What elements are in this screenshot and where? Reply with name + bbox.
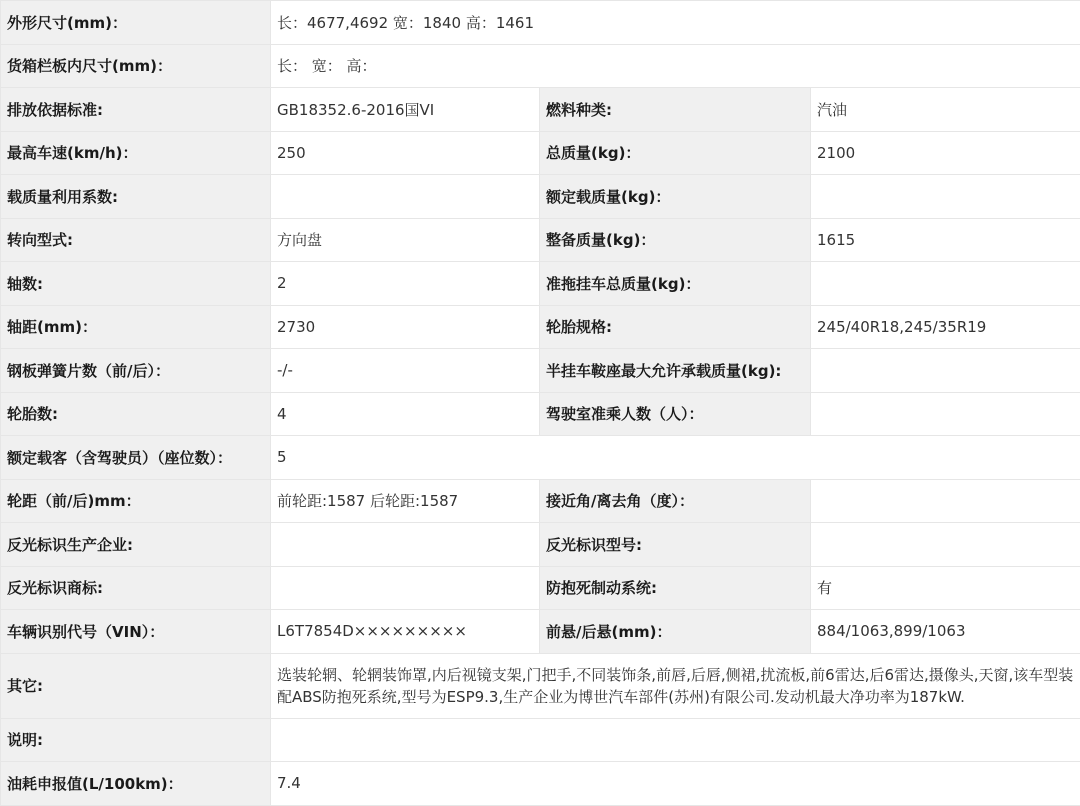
spec-value: 7.4	[271, 762, 1080, 806]
spec-value	[811, 392, 1080, 436]
spec-label: 载质量利用系数:	[1, 175, 271, 219]
spec-value	[811, 523, 1080, 567]
spec-value: 245/40R18,245/35R19	[811, 305, 1080, 349]
table-row	[1, 305, 1080, 349]
spec-label: 燃料种类:	[540, 88, 811, 132]
table-row	[1, 762, 1080, 806]
spec-label: 总质量(kg)：	[540, 131, 811, 175]
spec-value: 884/1063,899/1063	[811, 610, 1080, 654]
table-row	[1, 44, 1080, 88]
spec-label: 半挂车鞍座最大允许承载质量(kg):	[540, 349, 811, 393]
spec-label: 轮胎规格:	[540, 305, 811, 349]
spec-label: 外形尺寸(mm)：	[1, 1, 271, 45]
table-row	[1, 479, 1080, 523]
spec-label: 轮胎数:	[1, 392, 271, 436]
spec-value: 长： 宽： 高：	[271, 44, 1080, 88]
spec-value: 250	[271, 131, 540, 175]
table-row	[1, 349, 1080, 393]
spec-label: 反光标识型号:	[540, 523, 811, 567]
spec-value	[271, 175, 540, 219]
table-row	[1, 88, 1080, 132]
spec-label: 轴数:	[1, 262, 271, 306]
spec-value	[811, 479, 1080, 523]
spec-value: 方向盘	[271, 218, 540, 262]
spec-label: 前悬/后悬(mm)：	[540, 610, 811, 654]
spec-label: 接近角/离去角（度）：	[540, 479, 811, 523]
spec-label: 油耗申报值(L/100km)：	[1, 762, 271, 806]
spec-label: 轮距（前/后)mm：	[1, 479, 271, 523]
spec-label: 反光标识生产企业:	[1, 523, 271, 567]
spec-value	[271, 566, 540, 610]
spec-value: GB18352.6-2016国VI	[271, 88, 540, 132]
spec-label: 整备质量(kg)：	[540, 218, 811, 262]
spec-label: 准拖挂车总质量(kg)：	[540, 262, 811, 306]
spec-label: 车辆识别代号（VIN）：	[1, 610, 271, 654]
spec-value: 1615	[811, 218, 1080, 262]
table-row	[1, 566, 1080, 610]
table-row	[1, 436, 1080, 480]
spec-value	[811, 175, 1080, 219]
spec-value: 长：4677,4692 宽：1840 高：1461	[271, 1, 1080, 45]
table-row	[1, 262, 1080, 306]
table-row	[1, 653, 1080, 718]
spec-label: 排放依据标准:	[1, 88, 271, 132]
table-row	[1, 175, 1080, 219]
spec-value: 前轮距:1587 后轮距:1587	[271, 479, 540, 523]
spec-value: 2730	[271, 305, 540, 349]
table-row	[1, 718, 1080, 762]
spec-value	[811, 349, 1080, 393]
spec-label: 反光标识商标:	[1, 566, 271, 610]
spec-label: 额定载客（含驾驶员）（座位数）：	[1, 436, 271, 480]
spec-label: 驾驶室准乘人数（人）：	[540, 392, 811, 436]
table-row	[1, 131, 1080, 175]
spec-label: 最高车速(km/h)：	[1, 131, 271, 175]
spec-value: 有	[811, 566, 1080, 610]
table-row	[1, 218, 1080, 262]
spec-label: 额定载质量(kg)：	[540, 175, 811, 219]
spec-label: 防抱死制动系统:	[540, 566, 811, 610]
table-row	[1, 1, 1080, 45]
spec-value	[271, 523, 540, 567]
spec-value: 汽油	[811, 88, 1080, 132]
spec-label: 货箱栏板内尺寸(mm)：	[1, 44, 271, 88]
spec-value: L6T7854D×××××××××	[271, 610, 540, 654]
spec-label: 转向型式:	[1, 218, 271, 262]
spec-value	[271, 718, 1080, 762]
table-row	[1, 392, 1080, 436]
spec-label: 说明:	[1, 718, 271, 762]
spec-label: 轴距(mm)：	[1, 305, 271, 349]
spec-value: 2100	[811, 131, 1080, 175]
spec-value: 2	[271, 262, 540, 306]
spec-value: 选装轮辋、轮辋装饰罩,内后视镜支架,门把手,不同装饰条,前唇,后唇,侧裙,扰流板,前6雷达,后6雷达,摄像头,天窗,该车型装配ABS防抱死系统,型号为ESP9.3,生产企业为博世汽车部件(苏州)有限公司.发动机最大净功率为187kW.	[271, 653, 1080, 718]
spec-label: 其它:	[1, 653, 271, 718]
spec-value: 5	[271, 436, 1080, 480]
spec-label: 钢板弹簧片数（前/后）：	[1, 349, 271, 393]
table-row	[1, 610, 1080, 654]
spec-value: 4	[271, 392, 540, 436]
table-row	[1, 523, 1080, 567]
spec-value: -/-	[271, 349, 540, 393]
spec-value	[811, 262, 1080, 306]
